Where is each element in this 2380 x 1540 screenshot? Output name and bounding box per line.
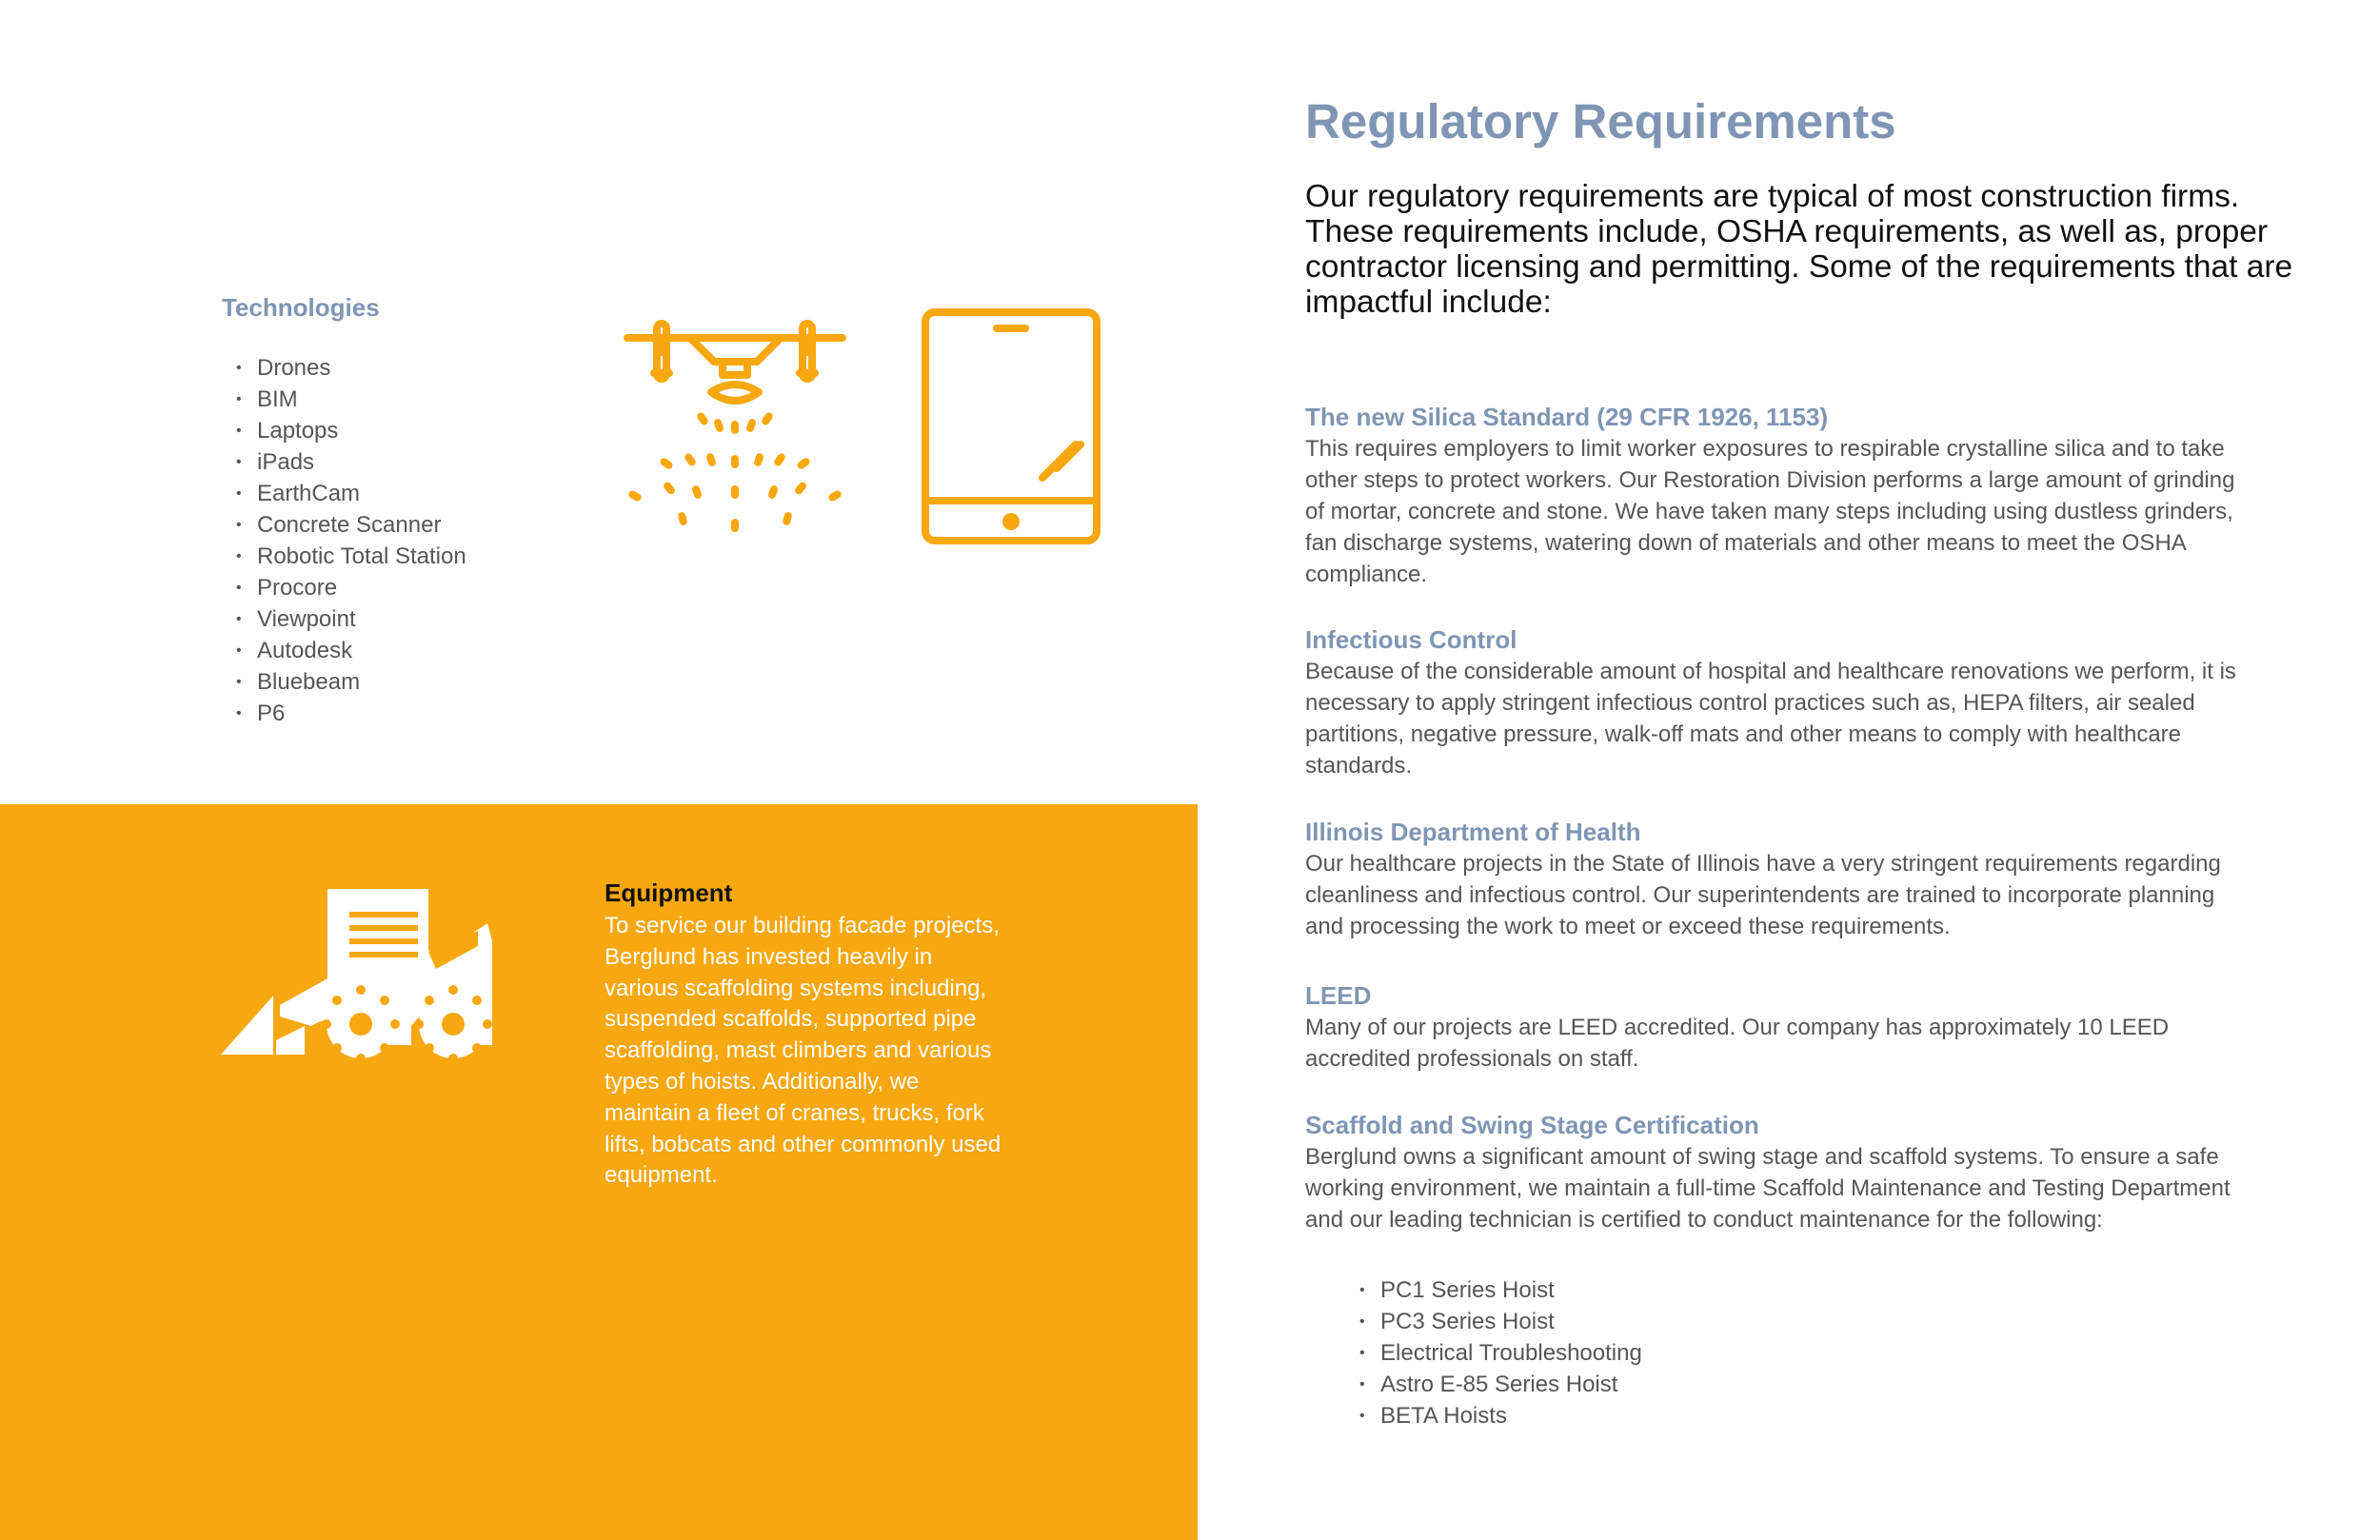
tablet-icon — [919, 306, 1104, 546]
section-title-scaffold: Scaffold and Swing Stage Certification — [1305, 1111, 1759, 1139]
scaffold-certification-list — [1359, 1274, 1642, 1431]
list-item: • Drones — [236, 352, 466, 384]
technologies-heading: Technologies — [222, 293, 380, 322]
drone-icon — [624, 314, 852, 543]
section-body-illinois-health: Our healthcare projects in the State of Illinois have a very stringent requirements regarding cleanliness and infectious control. Our superintendents are trained to incorporate planning and processing the work to meet or exceed these requirements. — [1305, 851, 2221, 939]
list-item: • iPads — [236, 446, 466, 478]
section-title-illinois-health: Illinois Department of Health — [1305, 818, 1641, 846]
section-title-infectious-control: Infectious Control — [1305, 625, 1517, 654]
section-body-silica: This requires employers to limit worker exposures to respirable crystalline silica and to take other steps to protect workers. Our Restoration Division performs a large amount of grinding of mortar, concrete and stone. We have taken many steps including using dustless grinders, fan discharge systems, watering down of materials and other means to meet the OSHA compliance. — [1305, 436, 2235, 587]
section-body-leed: Many of our projects are LEED accredited. Our company has approximately 10 LEED accredited professionals on staff. — [1305, 1015, 2170, 1072]
list-item: • Robotic Total Station — [236, 541, 466, 572]
list-item: • Procore — [236, 572, 466, 603]
technologies-list — [236, 352, 466, 729]
intro-paragraph: Our regulatory requirements are typical of most construction firms. These requirements include, OSHA requirements, as well as, proper contractor licensing and permitting. Some of the requirements that are impactful include: — [1305, 179, 2293, 320]
skid-steer-loader-icon — [221, 883, 492, 1064]
equipment-panel — [0, 804, 1198, 1540]
list-item: • Astro E-85 Series Hoist — [1359, 1369, 1642, 1400]
list-item: • Laptops — [236, 415, 466, 446]
list-item: • Electrical Troubleshooting — [1359, 1337, 1642, 1369]
list-item: • Autodesk — [236, 635, 466, 666]
list-item: • Concrete Scanner — [236, 509, 466, 541]
section-body-infectious-control: Because of the considerable amount of hospital and healthcare renovations we perform, it is necessary to apply stringent infectious control practices such as, HEPA filters, air sealed partitions, negative pressure, walk-off mats and other means to comply with healthcare standards. — [1305, 659, 2236, 779]
list-item: • EarthCam — [236, 478, 466, 509]
page-title: Regulatory Requirements — [1305, 94, 1896, 148]
list-item: • Viewpoint — [236, 603, 466, 635]
equipment-heading: Equipment — [605, 879, 733, 907]
section-body-scaffold: Berglund owns a significant amount of swing stage and scaffold systems. To ensure a safe working environment, we maintain a full-time Scaffold Maintenance and Testing Department and our leading technician is certified to conduct maintenance for the following: — [1305, 1144, 2231, 1233]
section-title-silica: The new Silica Standard (29 CFR 1926, 1153) — [1305, 403, 1829, 431]
list-item: • BETA Hoists — [1359, 1400, 1642, 1431]
list-item: • PC1 Series Hoist — [1359, 1274, 1642, 1306]
list-item: • P6 — [236, 698, 466, 729]
list-item: • PC3 Series Hoist — [1359, 1306, 1642, 1337]
list-item: • Bluebeam — [236, 666, 466, 698]
equipment-body: To service our building facade projects, Berglund has invested heavily in various scaffolding systems including, suspended scaffolds, supported pipe scaffolding, mast climbers and various types of hoists. Additionally, we maintain a fleet of cranes, trucks, fork lifts, bobcats and other commonly used equipment. — [605, 913, 1002, 1189]
section-title-leed: LEED — [1305, 981, 1372, 1010]
list-item: • BIM — [236, 384, 466, 415]
